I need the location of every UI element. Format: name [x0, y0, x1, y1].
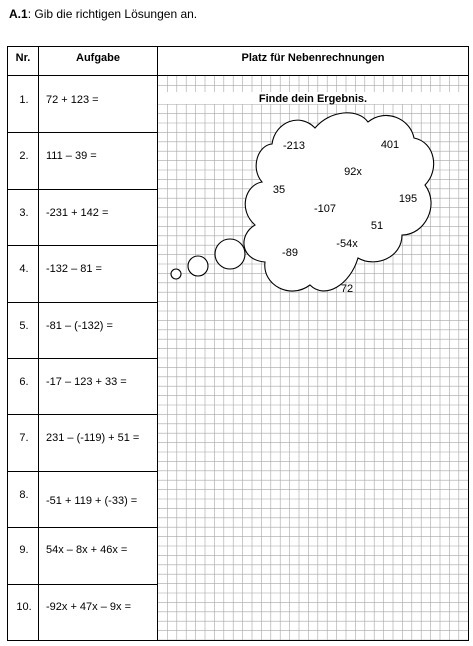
task-expression: -17 – 123 + 33 = [46, 376, 127, 388]
candidate-value: 92x [344, 166, 362, 178]
thought-bubble-large [215, 239, 245, 269]
instruction-text: Gib die richtigen Lösungen an. [34, 7, 198, 21]
row-dividers [8, 133, 158, 585]
row-number: 9. [19, 544, 29, 556]
candidate-value: 401 [380, 139, 400, 151]
candidate-value: 195 [398, 193, 418, 205]
candidate-value: 72 [340, 283, 354, 295]
row-number: 1. [19, 94, 29, 106]
task-rows [16, 94, 139, 613]
cloud-heading: Finde dein Ergebnis. [258, 93, 368, 105]
row-number: 5. [19, 320, 29, 332]
task-expression: -132 – 81 = [46, 263, 102, 275]
row-number: 2. [19, 150, 29, 162]
row-number: 7. [19, 432, 29, 444]
task-expression: 72 + 123 = [46, 94, 99, 106]
task-expression: -81 – (-132) = [46, 320, 113, 332]
row-number: 10. [16, 601, 32, 613]
candidate-value: -107 [313, 203, 337, 215]
row-number: 6. [19, 376, 29, 388]
header-nr: Nr. [15, 52, 31, 64]
header-aufgabe: Aufgabe [76, 52, 120, 64]
candidate-value: -213 [282, 140, 306, 152]
thought-bubble-medium [188, 256, 208, 276]
header-platz: Platz für Nebenrechnungen [241, 52, 385, 64]
instruction: A.1: Gib die richtigen Lösungen an. [9, 7, 198, 21]
candidate-value: -54x [336, 238, 358, 250]
row-number: 4. [19, 263, 29, 275]
task-expression: -92x + 47x – 9x = [46, 601, 131, 613]
instruction-number: A.1 [9, 7, 28, 21]
task-expression: -231 + 142 = [46, 207, 109, 219]
candidate-value: 51 [370, 220, 384, 232]
candidate-value: -89 [282, 247, 298, 259]
row-number: 8. [19, 489, 29, 501]
task-expression: 54x – 8x + 46x = [46, 544, 128, 556]
task-expression: 111 – 39 = [46, 150, 97, 162]
thought-bubble-small [171, 269, 181, 279]
candidate-value: 35 [272, 184, 286, 196]
task-expression: -51 + 119 + (-33) = [46, 495, 138, 507]
row-number: 3. [19, 207, 29, 219]
task-expression: 231 – (-119) + 51 = [46, 432, 140, 444]
